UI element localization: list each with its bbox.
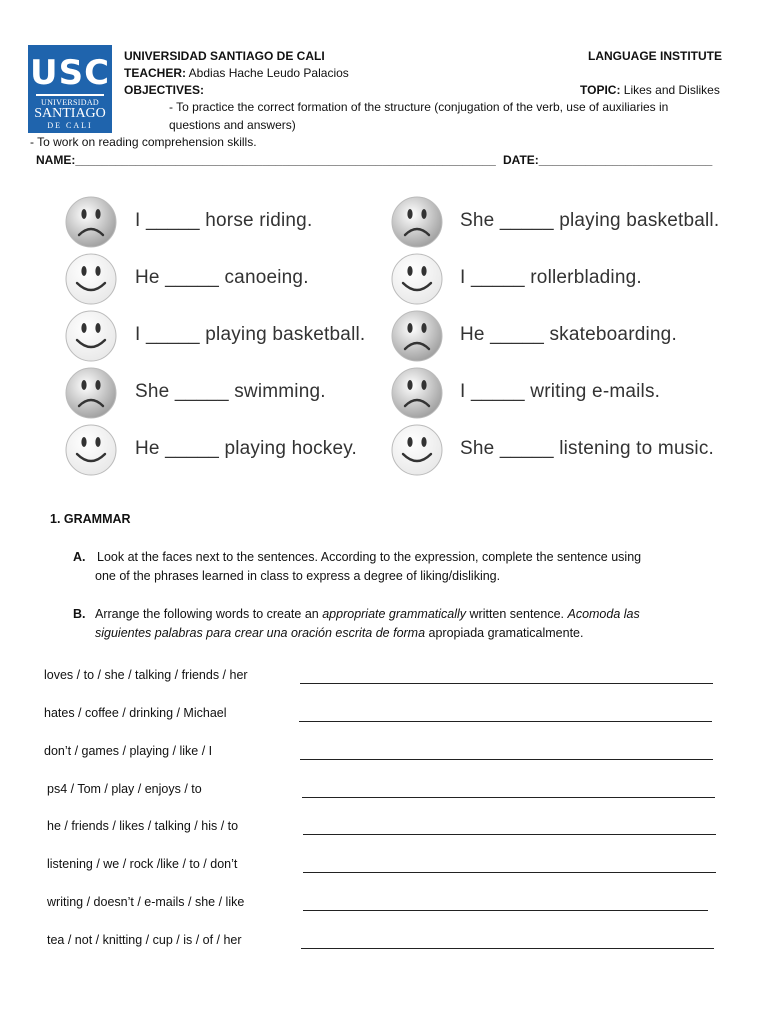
teacher-label: TEACHER:: [124, 66, 186, 80]
instruction-b-text3: apropiada gramaticalmente.: [425, 626, 584, 640]
name-field[interactable]: NAME:_______________________________________________________________: [36, 153, 496, 167]
objectives-label: OBJECTIVES:: [124, 83, 205, 97]
logo-line2: SANTIAGO: [34, 106, 106, 121]
date-field[interactable]: DATE:__________________________: [503, 153, 713, 167]
happy-face-icon: [390, 423, 444, 477]
answer-line[interactable]: [303, 910, 708, 911]
answer-line[interactable]: [303, 834, 716, 835]
logo-line3: DE CALI: [47, 121, 93, 130]
instruction-b-line2: [95, 624, 583, 642]
instruction-a-line2: one of the phrases learned in class to express a degree of liking/disliking.: [95, 569, 501, 583]
teacher-name: Abdias Hache Leudo Palacios: [188, 66, 349, 80]
scrambled-words: tea / not / knitting / cup / is / of / her: [47, 933, 242, 947]
topic-line: [580, 82, 720, 98]
objective-1-cont: questions and answers): [169, 118, 296, 132]
objective-2: - To work on reading comprehension skills.: [30, 135, 257, 149]
happy-face-icon: [390, 252, 444, 306]
instruction-b-text1: Arrange the following words to create an: [95, 607, 323, 621]
face-sentence: She _____ swimming.: [135, 381, 326, 402]
face-sentence: I _____ writing e-mails.: [460, 381, 661, 402]
logo-divider: [36, 94, 104, 96]
scrambled-words: hates / coffee / drinking / Michael: [44, 706, 227, 720]
instruction-a-line1: Look at the faces next to the sentences. According to the expression, complete the sentence using: [97, 550, 642, 564]
instruction-b-italic2: Acomoda las: [567, 607, 640, 621]
scrambled-words: writing / doesn’t / e-mails / she / like: [47, 895, 245, 909]
sad-face-icon: [64, 195, 118, 249]
university-name: UNIVERSIDAD SANTIAGO DE CALI: [124, 49, 325, 63]
answer-line[interactable]: [300, 683, 713, 684]
instruction-b-italic1: appropriate grammatically: [322, 607, 467, 621]
face-sentence: I _____ rollerblading.: [460, 267, 642, 288]
teacher-line: [124, 65, 349, 81]
happy-face-icon: [64, 252, 118, 306]
face-sentence: I _____ playing basketball.: [135, 324, 366, 345]
sad-face-icon: [390, 195, 444, 249]
face-sentence: He _____ skateboarding.: [460, 324, 677, 345]
scrambled-words: don’t / games / playing / like / I: [44, 744, 213, 758]
sad-face-icon: [390, 309, 444, 363]
instruction-a-label: A.: [73, 550, 86, 564]
face-sentence: She _____ playing basketball.: [460, 210, 720, 231]
answer-line[interactable]: [302, 797, 715, 798]
scrambled-words: he / friends / likes / talking / his / to: [47, 819, 239, 833]
sad-face-icon: [390, 366, 444, 420]
instruction-b-text2: written sentence.: [466, 607, 568, 621]
instruction-b-line1: [95, 605, 640, 623]
grammar-heading: 1. GRAMMAR: [50, 512, 131, 526]
sad-face-icon: [64, 366, 118, 420]
answer-line[interactable]: [299, 721, 712, 722]
face-sentence: She _____ listening to music.: [460, 438, 715, 459]
happy-face-icon: [64, 423, 118, 477]
face-sentence: He _____ canoeing.: [135, 267, 309, 288]
face-sentence: I _____ horse riding.: [135, 210, 313, 231]
happy-face-icon: [64, 309, 118, 363]
objective-1: - To practice the correct formation of the structure (conjugation of the verb, use of auxiliaries in: [169, 100, 669, 114]
scrambled-words: listening / we / rock /like / to / don’t: [47, 857, 238, 871]
scrambled-words: ps4 / Tom / play / enjoys / to: [47, 782, 202, 796]
face-sentence: He _____ playing hockey.: [135, 438, 358, 459]
answer-line[interactable]: [303, 872, 716, 873]
answer-line[interactable]: [301, 948, 714, 949]
instruction-b-label: B.: [73, 607, 86, 621]
logo-abbr: USC: [29, 53, 111, 93]
scrambled-words: loves / to / she / talking / friends / her: [44, 668, 248, 682]
institute-name: LANGUAGE INSTITUTE: [588, 49, 722, 63]
topic-label: TOPIC:: [580, 83, 621, 97]
instruction-b-italic3: siguientes palabras para crear una oración escrita de forma: [95, 626, 426, 640]
topic-value: Likes and Dislikes: [623, 83, 720, 97]
logo-line1: UNIVERSIDAD: [41, 98, 99, 107]
answer-line[interactable]: [300, 759, 713, 760]
university-logo: [28, 45, 112, 133]
